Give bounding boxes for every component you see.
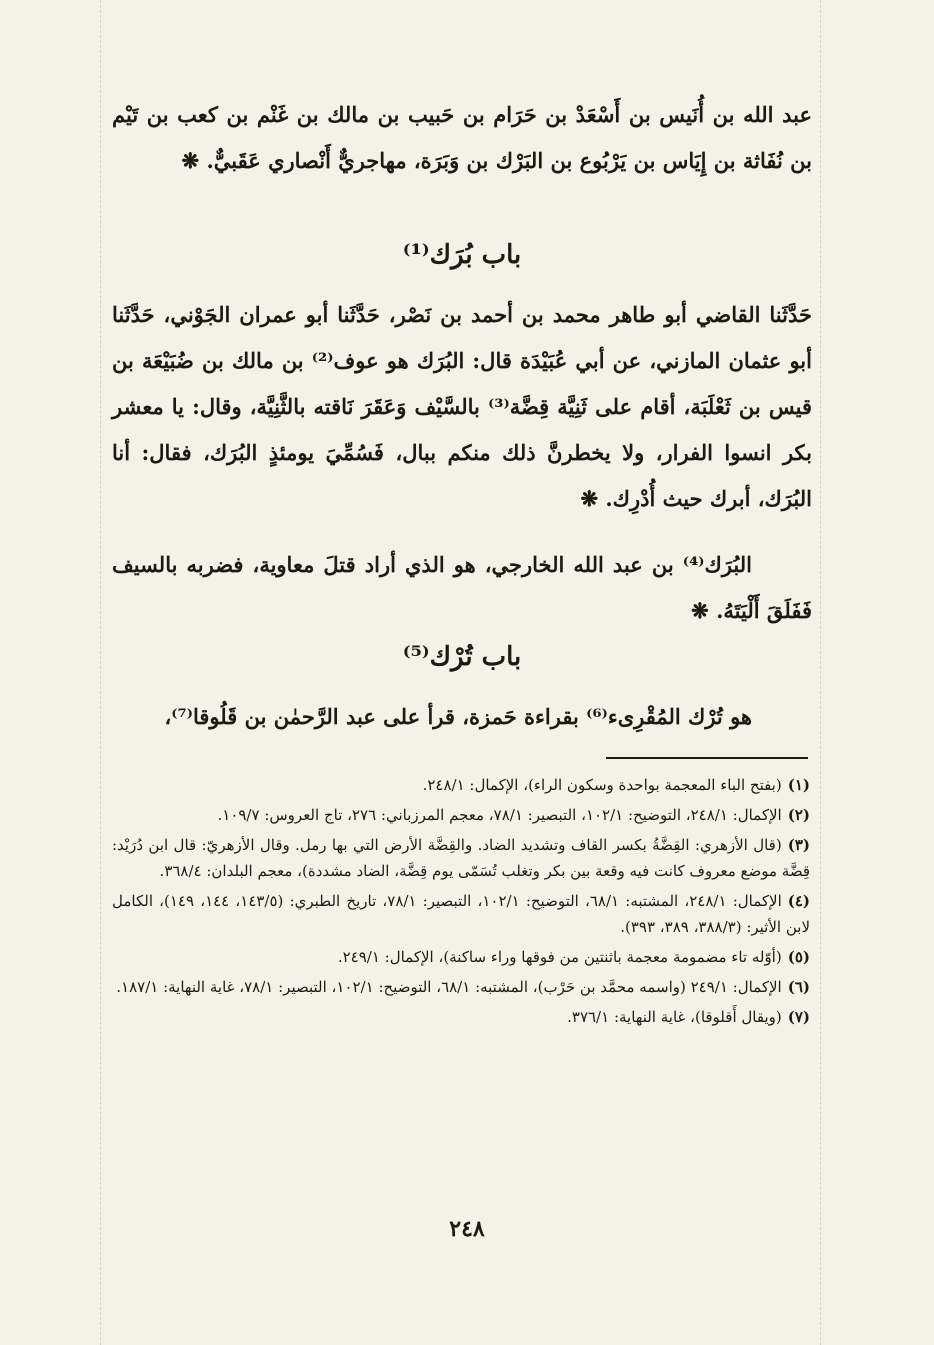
footnote-item (112, 772, 812, 798)
footnote-number: (٥) (787, 948, 810, 966)
footnote-text: الإكمال: ٢٤٨/١، التوضيح: ١٠٢/١، التبصير: ٧٨/١، معجم المرزباني: ٢٧٦، تاج العروس: ١٠٩/٧. (217, 806, 782, 824)
margin-guide (100, 0, 101, 1345)
footnotes (112, 772, 812, 1034)
footnote-item (112, 888, 812, 940)
footnote-text: الإكمال: ٢٤٩/١ (واسمه محمَّد بن حَرْب)، المشتبه: ٦٨/١، التوضيح: ١٠٢/١، التبصير: ٧٨/١، غاية النهاية: ١٨٧/١. (116, 978, 782, 996)
footnote-number: (١) (787, 776, 810, 794)
paragraph-entry-1: عبد الله بن أُنَيس بن أَسْعَدْ بن حَرَام بن حَبيب بن مالك بن غَنْم بن كعب بن تَيْم بن نُفَاثة بن إِيَاس بن يَرْبُوع بن البَرْك بن وَبَرَة، مهاجريٌّ أَنْصاري عَقَبيٌّ. ❋ (112, 102, 812, 173)
paragraph-entry-2: حَدَّثَنا القاضي أبو طاهر محمد بن أحمد بن نَصْر، حَدَّثَنا أبو عمران الجَوْني، حَدَّثَنا أبو عثمان المازني، عن أبي عُبَيْدَة قال: البُرَك هو عوف⁽²⁾ بن مالك بن ضُبَيْعَة بن قيس بن ثَعْلَبَة، أقام على ثَنِيَّة قِضَّة⁽³⁾ بالسَّيْف وَعَقَرَ نَاقته بالثَّنِيَّة، وقال: يا معشر بكر انسوا الفرار، ولا يخطرنَّ ذلك منكم ببال، فَسُمِّيَ يومئذٍ البُرَك، فقال: أنا البُرَك، أبرك حيث أُدْرِك. ❋ (112, 302, 812, 511)
footnote-text: (ويقال أَقلوقا)، غاية النهاية: ٣٧٦/١. (567, 1008, 782, 1026)
footnote-item (112, 802, 812, 828)
footnote-item (112, 832, 812, 884)
footnote-number: (٦) (787, 978, 810, 996)
footnote-text: (بفتح الباء المعجمة بواحدة وسكون الراء)، الإكمال: ٢٤٨/١. (422, 776, 782, 794)
section-heading-burak: باب بُرَك⁽¹⁾ (402, 240, 522, 270)
footnote-number: (٧) (787, 1008, 810, 1026)
footnote-number: (٢) (787, 806, 810, 824)
footnote-text: (أوّله تاء مضمومة معجمة باثنتين من فوقها وراء ساكنة)، الإكمال: ٢٤٩/١. (337, 948, 782, 966)
page-number: ٢٤٨ (449, 1216, 485, 1242)
footnote-text: الإكمال: ٢٤٨/١، المشتبه: ٦٨/١، التوضيح: ١٠٢/١، التبصير: ٧٨/١، تاريخ الطبري: (١٤٣/٥، ١٤٤، ١٤٩)، الكامل لابن الأثير: (٣٨٨/٣، ٣٨٩، ٣٩٣). (112, 892, 810, 936)
paragraph-entry-3: البُرَك⁽⁴⁾ بن عبد الله الخارجي، هو الذي أراد قتلَ معاوية، فضربه بالسيف فَفَلَقَ أَلْيَتَهُ. ❋ (112, 552, 812, 623)
footnote-item (112, 974, 812, 1000)
footnote-item (112, 1004, 812, 1030)
margin-guide (820, 0, 821, 1345)
paragraph-entry-4: هو تُرْك المُقْرِىء⁽⁶⁾ بقراءة حَمزة، قرأ على عبد الرَّحمٰن بن قَلُوقا⁽⁷⁾، (164, 704, 752, 729)
footnote-number: (٣) (787, 836, 810, 854)
footnote-number: (٤) (787, 892, 811, 910)
footnote-text: (قال الأزهري: القِضَّةُ بكسر القاف وتشديد الضاد. والقِضَّة الأرض التي بها رمل. وقال الأزهريّ: قال ابن دُرَيْد: قِضَّة موضع معروف كانت فيه وقعة بين بكر وتغلب تُسَمّى يوم قِضَّة، الضاد مشددة)، معجم البلدان: ٣٦٨/٤. (112, 836, 810, 880)
footnote-separator (606, 757, 808, 759)
footnote-item (112, 944, 812, 970)
section-heading-turk: باب تُرْك⁽⁵⁾ (402, 642, 522, 672)
